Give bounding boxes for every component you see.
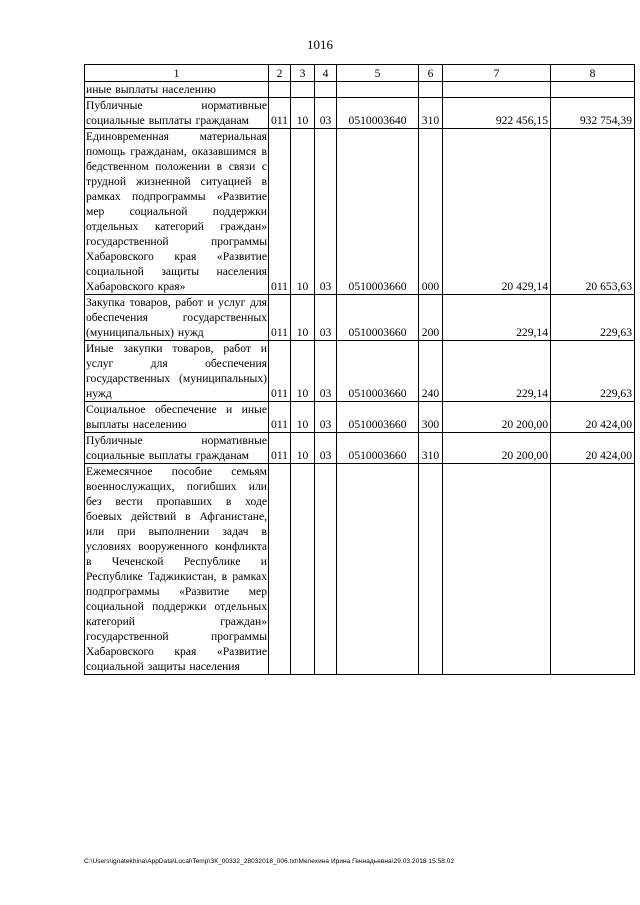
cell-amount-1: 20 200,00: [443, 402, 551, 433]
budget-table: [84, 64, 635, 675]
cell-admin: 011: [269, 129, 291, 295]
cell-section: 10: [291, 433, 315, 464]
cell-amount-2: [551, 464, 635, 675]
row-name: Социальное обеспечение и иные выплаты населению: [86, 403, 267, 431]
table-row: [85, 82, 635, 98]
cell-section: 10: [291, 98, 315, 129]
header-cell: 5: [337, 65, 419, 82]
table-row: [85, 433, 635, 464]
page-number: 1016: [307, 37, 333, 52]
file-path-footer: C:\Users\ignatekhina\AppData\Local\Temp\ЗК_00332_28032018_006.txt\Мелехина Ирина Геннадьевна\29.03.2018 15:58:02: [84, 858, 455, 865]
cell-admin: [269, 82, 291, 98]
cell-target: [337, 82, 419, 98]
cell-subsection: 03: [315, 129, 337, 295]
cell-section: [291, 82, 315, 98]
header-cell: 6: [419, 65, 443, 82]
cell-expense-type: 000: [419, 129, 443, 295]
cell-amount-1: 229,14: [443, 295, 551, 341]
cell-admin: [269, 464, 291, 675]
row-name: иные выплаты населению: [85, 82, 269, 98]
row-name: Единовременная материальная помощь гражданам, оказавшимся в бедственном положении в связи с трудной жизненной ситуацией в рамках подпрограммы «Развитие мер социальной поддержки отдельных категорий граждан» государственной программы Хабаровского края «Развитие социальной защиты населения Хабаровского края»: [86, 130, 267, 293]
cell-expense-type: 310: [419, 98, 443, 129]
cell-expense-type: 300: [419, 402, 443, 433]
cell-expense-type: 310: [419, 433, 443, 464]
cell-target: 0510003660: [337, 402, 419, 433]
table-row: [85, 341, 635, 402]
cell-section: 10: [291, 129, 315, 295]
cell-admin: 011: [269, 433, 291, 464]
header-cell: 2: [269, 65, 291, 82]
cell-expense-type: 200: [419, 295, 443, 341]
cell-target: [337, 464, 419, 675]
cell-amount-1: 922 456,15: [443, 98, 551, 129]
cell-section: 10: [291, 295, 315, 341]
header-cell: 8: [551, 65, 635, 82]
cell-admin: 011: [269, 295, 291, 341]
cell-amount-2: 20 424,00: [551, 433, 635, 464]
cell-admin: 011: [269, 341, 291, 402]
table-row: [85, 129, 635, 295]
cell-subsection: [315, 464, 337, 675]
cell-amount-2: 20 424,00: [551, 402, 635, 433]
cell-amount-2: 229,63: [551, 341, 635, 402]
header-cell: 4: [315, 65, 337, 82]
cell-amount-2: 932 754,39: [551, 98, 635, 129]
cell-target: 0510003660: [337, 295, 419, 341]
cell-subsection: [315, 82, 337, 98]
cell-target: 0510003660: [337, 129, 419, 295]
table-row: [85, 98, 635, 129]
cell-amount-1: 229,14: [443, 341, 551, 402]
row-name: Закупка товаров, работ и услуг для обеспечения государственных (муниципальных) нужд: [86, 296, 267, 339]
cell-section: 10: [291, 341, 315, 402]
cell-amount-1: 20 200,00: [443, 433, 551, 464]
cell-admin: 011: [269, 402, 291, 433]
cell-expense-type: 240: [419, 341, 443, 402]
cell-expense-type: [419, 464, 443, 675]
cell-subsection: 03: [315, 433, 337, 464]
row-name: Публичные нормативные социальные выплаты гражданам: [86, 99, 267, 127]
table-row: [85, 464, 635, 675]
row-name: Иные закупки товаров, работ и услуг для обеспечения государственных (муниципальных) нужд: [86, 342, 267, 400]
cell-amount-1: [443, 464, 551, 675]
row-name: Публичные нормативные социальные выплаты гражданам: [86, 434, 267, 462]
cell-subsection: 03: [315, 402, 337, 433]
cell-target: 0510003660: [337, 433, 419, 464]
cell-amount-2: [551, 82, 635, 98]
cell-section: [291, 464, 315, 675]
cell-amount-2: 229,63: [551, 295, 635, 341]
cell-section: 10: [291, 402, 315, 433]
table-row: [85, 295, 635, 341]
cell-subsection: 03: [315, 98, 337, 129]
cell-amount-1: [443, 82, 551, 98]
cell-target: 0510003660: [337, 341, 419, 402]
cell-target: 0510003640: [337, 98, 419, 129]
header-cell: 3: [291, 65, 315, 82]
cell-admin: 011: [269, 98, 291, 129]
cell-amount-2: 20 653,63: [551, 129, 635, 295]
cell-expense-type: [419, 82, 443, 98]
table-row: [85, 402, 635, 433]
cell-amount-1: 20 429,14: [443, 129, 551, 295]
table-header-row: [85, 65, 635, 82]
header-cell: 7: [443, 65, 551, 82]
cell-subsection: 03: [315, 341, 337, 402]
cell-subsection: 03: [315, 295, 337, 341]
row-name: Ежемесячное пособие семьям военнослужащих, погибших или без вести пропавших в ходе боевых действий в Афганистане, или при выполнении задач в условиях вооруженного конфликта в Чеченской Республике и Республике Таджикистан, в рамках подпрограммы «Развитие мер социальной поддержки отдельных категорий граждан» государственной программы Хабаровского края «Развитие социальной защиты населения: [86, 465, 267, 673]
header-cell: 1: [85, 65, 269, 82]
